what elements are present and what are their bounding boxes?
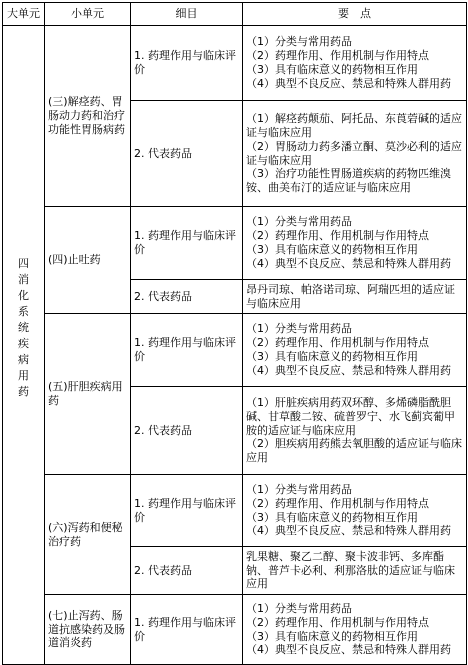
point-text: （2）药理作用、作用机制与作用特点: [246, 229, 429, 243]
item-cell: [131, 387, 243, 475]
header-item: 细目: [131, 3, 243, 26]
item-label: 1. 药理作用与临床评价: [134, 496, 236, 524]
item-label: 1. 药理作用与临床评价: [134, 615, 236, 643]
sub-unit-label: (六)泻药和便秘治疗药: [48, 520, 123, 548]
sub-unit-label: (三)解痉药、胃肠动力药和治疗功能性胃肠病药: [48, 95, 125, 136]
item-cell: [131, 280, 243, 314]
points-cell: [243, 547, 467, 595]
header-row: [3, 3, 467, 26]
point-text: （3）具有临床意义的药物相互作用: [246, 350, 418, 363]
item-label: 2. 代表药品: [134, 289, 192, 303]
sub-unit-cell: [45, 26, 131, 207]
table-row: [3, 26, 467, 101]
point-text: （3）具有临床意义的药物相互作用: [246, 510, 418, 524]
item-label: 1. 药理作用与临床评价: [134, 49, 236, 76]
point-text: （1）分类与常用药品: [246, 482, 352, 496]
point-text: （1）分类与常用药品: [246, 35, 352, 49]
points-cell: [243, 314, 467, 387]
point-text: （3）具有临床意义的药物相互作用: [246, 629, 418, 643]
sub-unit-label: (七)止泻药、肠道抗感染药及肠道消炎药: [48, 608, 125, 650]
point-text: （2）药理作用、作用机制与作用特点: [246, 496, 429, 510]
sub-unit-cell: [45, 314, 131, 475]
item-label: 2. 代表药品: [134, 423, 192, 437]
points-cell: [243, 387, 467, 475]
syllabus-sheet: [2, 2, 466, 662]
point-text: （3）具有临床意义的药物相互作用: [246, 243, 418, 256]
table-row: [3, 314, 467, 387]
syllabus-table: [2, 2, 467, 665]
point-text: （3）治疗功能性胃肠道疾病的药物匹维溴铵、曲美布汀的适应证与临床应用: [246, 167, 451, 195]
table-row: [3, 475, 467, 547]
point-text: 昂丹司琼、帕洛诺司琼、阿瑞匹坦的适应证与临床应用: [246, 282, 455, 310]
points-cell: [243, 207, 467, 280]
points-cell: [243, 280, 467, 314]
point-text: （4）典型不良反应、禁忌和特殊人群用药: [246, 643, 451, 657]
item-label: 1. 药理作用与临床评价: [134, 336, 236, 363]
sub-unit-cell: [45, 207, 131, 314]
item-cell: [131, 475, 243, 547]
point-text: （2）药理作用、作用机制与作用特点: [246, 615, 429, 629]
item-cell: [131, 595, 243, 665]
point-text: （2）药理作用、作用机制与作用特点: [246, 49, 429, 63]
point-text: （1）分类与常用药品: [246, 322, 352, 336]
point-text: （4）典型不良反应、禁忌和特殊人群用药: [246, 363, 451, 377]
table-row: [3, 595, 467, 665]
points-cell: [243, 475, 467, 547]
point-text: （2）药理作用、作用机制与作用特点: [246, 336, 429, 350]
sub-unit-cell: [45, 595, 131, 665]
point-text: （2）胆疾病用药熊去氧胆酸的适应证与临床应用: [246, 437, 462, 465]
item-cell: [131, 314, 243, 387]
item-cell: [131, 101, 243, 207]
item-cell: [131, 547, 243, 595]
item-cell: [131, 207, 243, 280]
point-text: （4）典型不良反应、禁忌和特殊人群用药: [246, 76, 451, 90]
item-label: 2. 代表药品: [134, 563, 192, 577]
header-points: 要 点: [243, 3, 467, 26]
table-row: [3, 207, 467, 280]
point-text: （1）解痉药颠茄、阿托品、东莨菪碱的适应证与临床应用: [246, 112, 462, 139]
point-text: （1）肝脏疾病用药双环醇、多烯磷脂酰胆碱、甘草酸二铵、硫普罗宁、水飞蓟宾葡甲胺的适应证与临床应用: [246, 396, 455, 437]
item-label: 2. 代表药品: [134, 146, 192, 160]
point-text: （4）典型不良反应、禁忌和特殊人群用药: [246, 524, 451, 538]
point-text: （3）具有临床意义的药物相互作用: [246, 63, 418, 76]
points-cell: [243, 101, 467, 207]
sub-unit-label: (四)止吐药: [48, 253, 101, 267]
major-unit-cell: [3, 26, 45, 665]
item-label: 1. 药理作用与临床评价: [134, 229, 236, 256]
sub-unit-label: (五)肝胆疾病用药: [48, 380, 123, 407]
item-cell: [131, 26, 243, 101]
sub-unit-cell: [45, 475, 131, 595]
header-major-unit: 大单元: [3, 3, 45, 26]
points-cell: [243, 595, 467, 665]
points-cell: [243, 26, 467, 101]
major-unit-label: 四消化系统疾病用药: [18, 257, 29, 398]
header-sub-unit: 小单元: [45, 3, 131, 26]
point-text: （2）胃肠动力药多潘立酮、莫沙必利的适应证与临床应用: [246, 139, 462, 167]
point-text: （4）典型不良反应、禁忌和特殊人群用药: [246, 256, 451, 270]
point-text: 乳果糖、聚乙二醇、聚卡波非钙、多库酯钠、普芦卡必利、利那洛肽的适应证与临床应用: [246, 549, 455, 591]
point-text: （1）分类与常用药品: [246, 601, 352, 615]
point-text: （1）分类与常用药品: [246, 215, 352, 229]
